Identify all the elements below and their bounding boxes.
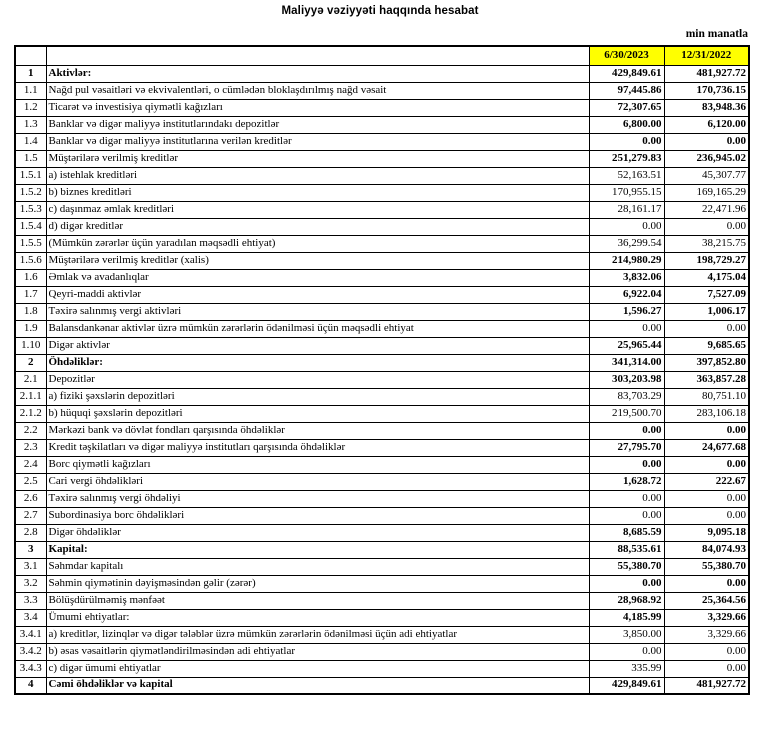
row-value-2023: 0.00 [589,456,664,473]
row-number: 1.5.5 [15,235,46,252]
row-label: Kapital: [46,541,589,558]
table-row [15,490,749,507]
table-row [15,303,749,320]
row-value-2022: 236,945.02 [664,150,749,167]
table-row [15,456,749,473]
row-value-2023: 6,922.04 [589,286,664,303]
row-value-2022: 3,329.66 [664,626,749,643]
row-value-2023: 1,628.72 [589,473,664,490]
row-number: 1.6 [15,269,46,286]
table-row [15,677,749,694]
row-number: 1 [15,65,46,82]
row-value-2022: 22,471.96 [664,201,749,218]
row-label: Borc qiymətli kağızları [46,456,589,473]
row-number: 2 [15,354,46,371]
page-title: Maliyyə vəziyyəti haqqında hesabat [281,5,479,17]
table-row [15,507,749,524]
row-number: 1.2 [15,99,46,116]
row-value-2022: 80,751.10 [664,388,749,405]
table-row [15,558,749,575]
table-row [15,252,749,269]
table-row [15,269,749,286]
row-value-2023: 0.00 [589,218,664,235]
row-value-2023: 88,535.61 [589,541,664,558]
row-value-2022: 169,165.29 [664,184,749,201]
table-row [15,354,749,371]
table-row [15,643,749,660]
row-value-2022: 38,215.75 [664,235,749,252]
row-label: Əmlak və avadanlıqlar [46,269,589,286]
row-value-2022: 170,736.15 [664,82,749,99]
table-row [15,235,749,252]
row-value-2022: 55,380.70 [664,558,749,575]
row-number: 1.5.6 [15,252,46,269]
row-label: Səhmdar kapitalı [46,558,589,575]
financial-position-table [14,45,750,695]
row-label: a) kreditlər, lizinqlər və digər tələblər üzrə mümkün zərərlərin ödənilməsi üçün adi ehtiyatlar [46,626,589,643]
row-label: Cəmi öhdəliklər və kapital [46,677,589,694]
row-value-2023: 214,980.29 [589,252,664,269]
row-number: 1.5.1 [15,167,46,184]
table-row [15,184,749,201]
row-value-2022: 481,927.72 [664,677,749,694]
row-value-2023: 36,299.54 [589,235,664,252]
row-label: c) digər ümumi ehtiyatlar [46,660,589,677]
row-number: 1.5.2 [15,184,46,201]
row-label: Subordinasiya borc öhdəlikləri [46,507,589,524]
row-value-2022: 0.00 [664,218,749,235]
row-label: b) əsas vəsaitlərin qiymətləndirilməsindən adi ehtiyatlar [46,643,589,660]
table-row [15,592,749,609]
row-number: 1.1 [15,82,46,99]
table-header [15,46,749,65]
row-value-2022: 0.00 [664,507,749,524]
unit-note: min manatla [685,28,748,40]
row-value-2022: 3,329.66 [664,609,749,626]
table-row [15,371,749,388]
row-value-2022: 0.00 [664,320,749,337]
row-label: Təxirə salınmış vergi öhdəliyi [46,490,589,507]
row-label: b) hüquqi şəxslərin depozitləri [46,405,589,422]
row-value-2023: 170,955.15 [589,184,664,201]
row-value-2023: 27,795.70 [589,439,664,456]
row-value-2023: 3,850.00 [589,626,664,643]
row-value-2022: 7,527.09 [664,286,749,303]
row-value-2023: 28,161.17 [589,201,664,218]
row-value-2023: 28,968.92 [589,592,664,609]
row-number: 2.6 [15,490,46,507]
row-value-2022: 198,729.27 [664,252,749,269]
row-value-2023: 335.99 [589,660,664,677]
row-number: 1.4 [15,133,46,150]
row-label: Səhmin qiymətinin dəyişməsindən gəlir (zərər) [46,575,589,592]
header-cell-date-2022: 12/31/2022 [664,46,749,65]
table-row [15,201,749,218]
row-value-2023: 0.00 [589,643,664,660]
table-row [15,65,749,82]
row-number: 1.5.3 [15,201,46,218]
table-row [15,388,749,405]
row-value-2023: 83,703.29 [589,388,664,405]
row-label: b) biznes kreditləri [46,184,589,201]
table-row [15,439,749,456]
row-number: 3.1 [15,558,46,575]
row-label: Banklar və digər maliyyə institutlarındakı depozitlər [46,116,589,133]
row-value-2023: 97,445.86 [589,82,664,99]
row-label: Digər öhdəliklər [46,524,589,541]
row-label: Digər aktivlər [46,337,589,354]
row-value-2023: 0.00 [589,422,664,439]
row-number: 1.5.4 [15,218,46,235]
row-value-2022: 4,175.04 [664,269,749,286]
row-number: 3 [15,541,46,558]
row-value-2022: 283,106.18 [664,405,749,422]
row-value-2022: 0.00 [664,490,749,507]
row-value-2022: 0.00 [664,575,749,592]
row-label: Qeyri-maddi aktivlər [46,286,589,303]
row-value-2022: 24,677.68 [664,439,749,456]
report-table-body [15,65,749,694]
row-value-2022: 25,364.56 [664,592,749,609]
row-value-2023: 0.00 [589,133,664,150]
table-row [15,167,749,184]
row-value-2023: 0.00 [589,320,664,337]
row-value-2022: 397,852.80 [664,354,749,371]
row-number: 1.3 [15,116,46,133]
row-value-2023: 429,849.61 [589,677,664,694]
row-value-2023: 52,163.51 [589,167,664,184]
table-row [15,626,749,643]
row-label: Ümumi ehtiyatlar: [46,609,589,626]
row-number: 4 [15,677,46,694]
table-row [15,541,749,558]
header-cell-date-2023: 6/30/2023 [589,46,664,65]
row-number: 2.8 [15,524,46,541]
row-value-2022: 363,857.28 [664,371,749,388]
row-value-2022: 0.00 [664,422,749,439]
row-value-2023: 251,279.83 [589,150,664,167]
row-number: 2.1.2 [15,405,46,422]
row-value-2023: 0.00 [589,575,664,592]
unit-note-container [14,24,748,42]
header-cell-label [46,46,589,65]
row-number: 2.1.1 [15,388,46,405]
table-row [15,133,749,150]
row-label: (Mümkün zərərlər üçün yaradılan məqsədli ehtiyat) [46,235,589,252]
row-label: c) daşınmaz əmlak kreditləri [46,201,589,218]
row-label: Banklar və digər maliyyə institutlarına verilən kreditlər [46,133,589,150]
row-value-2023: 303,203.98 [589,371,664,388]
row-number: 2.3 [15,439,46,456]
row-label: d) digər kreditlər [46,218,589,235]
row-number: 1.9 [15,320,46,337]
table-row [15,320,749,337]
row-number: 3.4.1 [15,626,46,643]
row-label: Müştərilərə verilmiş kreditlər (xalis) [46,252,589,269]
row-number: 3.3 [15,592,46,609]
table-row [15,99,749,116]
row-label: a) istehlak kreditləri [46,167,589,184]
table-row [15,337,749,354]
row-number: 1.8 [15,303,46,320]
row-value-2023: 0.00 [589,490,664,507]
table-row [15,524,749,541]
row-number: 2.7 [15,507,46,524]
row-label: Öhdəliklər: [46,354,589,371]
row-value-2023: 0.00 [589,507,664,524]
row-number: 1.10 [15,337,46,354]
row-number: 3.2 [15,575,46,592]
table-row [15,473,749,490]
row-label: Müştərilərə verilmiş kreditlər [46,150,589,167]
row-value-2023: 219,500.70 [589,405,664,422]
row-label: Mərkəzi bank və dövlət fondları qarşısında öhdəliklər [46,422,589,439]
row-number: 2.4 [15,456,46,473]
row-label: Kredit təşkilatları və digər maliyyə institutları qarşısında öhdəliklər [46,439,589,456]
row-value-2022: 84,074.93 [664,541,749,558]
table-row [15,422,749,439]
row-number: 1.7 [15,286,46,303]
row-value-2022: 1,006.17 [664,303,749,320]
row-label: Cari vergi öhdəlikləri [46,473,589,490]
row-label: Təxirə salınmış vergi aktivləri [46,303,589,320]
row-value-2023: 6,800.00 [589,116,664,133]
row-number: 2.1 [15,371,46,388]
header-cell-number [15,46,46,65]
row-number: 3.4.3 [15,660,46,677]
row-value-2023: 3,832.06 [589,269,664,286]
table-row [15,116,749,133]
row-value-2023: 429,849.61 [589,65,664,82]
row-value-2023: 55,380.70 [589,558,664,575]
row-label: Ticarət və investisiya qiymətli kağızları [46,99,589,116]
row-label: Balansdankənar aktivlər üzrə mümkün zərərlərin ödənilməsi üçün məqsədli ehtiyat [46,320,589,337]
table-row [15,82,749,99]
row-value-2022: 0.00 [664,660,749,677]
row-label: a) fiziki şəxslərin depozitləri [46,388,589,405]
row-number: 3.4.2 [15,643,46,660]
row-number: 2.2 [15,422,46,439]
row-value-2023: 8,685.59 [589,524,664,541]
row-label: Depozitlər [46,371,589,388]
row-value-2023: 72,307.65 [589,99,664,116]
table-row [15,218,749,235]
row-value-2023: 1,596.27 [589,303,664,320]
table-row [15,660,749,677]
row-number: 3.4 [15,609,46,626]
row-value-2022: 222.67 [664,473,749,490]
row-value-2022: 0.00 [664,456,749,473]
row-label: Bölüşdürülməmiş mənfəət [46,592,589,609]
row-value-2023: 25,965.44 [589,337,664,354]
row-label: Aktivlər: [46,65,589,82]
row-value-2023: 341,314.00 [589,354,664,371]
row-number: 1.5 [15,150,46,167]
row-value-2022: 0.00 [664,643,749,660]
table-row [15,609,749,626]
row-value-2022: 45,307.77 [664,167,749,184]
table-row [15,575,749,592]
row-value-2022: 9,685.65 [664,337,749,354]
row-value-2022: 83,948.36 [664,99,749,116]
row-number: 2.5 [15,473,46,490]
row-value-2022: 9,095.18 [664,524,749,541]
row-label: Nağd pul vəsaitləri və ekvivalentləri, o cümlədən bloklaşdırılmış nağd vəsait [46,82,589,99]
row-value-2022: 0.00 [664,133,749,150]
row-value-2023: 4,185.99 [589,609,664,626]
table-header-row [15,46,749,65]
row-value-2022: 6,120.00 [664,116,749,133]
table-row [15,405,749,422]
row-value-2022: 481,927.72 [664,65,749,82]
table-row [15,150,749,167]
table-row [15,286,749,303]
